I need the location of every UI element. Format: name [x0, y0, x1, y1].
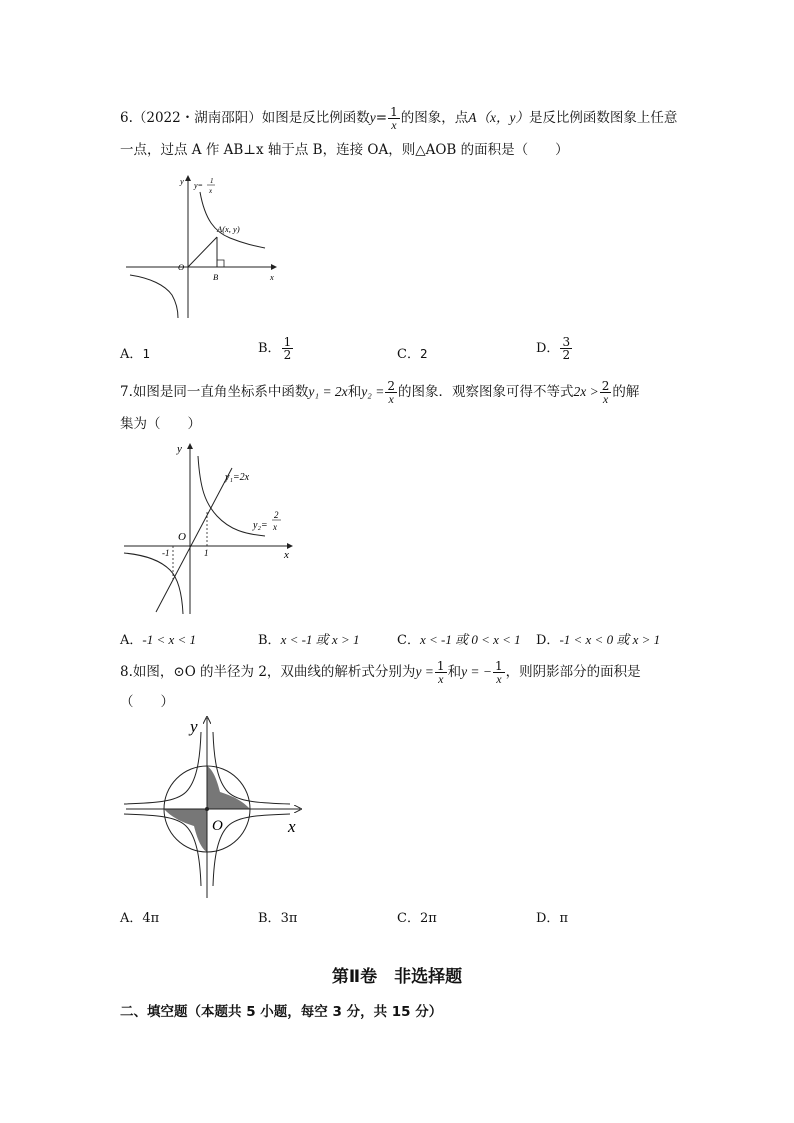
q6-origin-label: O	[178, 262, 185, 272]
q8-shade-q1	[207, 766, 250, 809]
q8-f1: y =	[415, 664, 434, 679]
q8-f2: y = −	[461, 664, 493, 679]
q7-line-y1	[156, 468, 232, 612]
q6-option-d-letter: D．	[536, 341, 560, 356]
q6-option-b[interactable]	[258, 336, 294, 361]
q6-point: A	[468, 110, 477, 125]
q8-fraction-1	[435, 660, 447, 685]
q6-curve-q1	[200, 192, 265, 248]
q8-option-a-text: 4π	[142, 911, 160, 926]
q6-func-label: y=	[194, 181, 203, 190]
q7-ineq-left: 2x >	[573, 384, 599, 399]
q7-frac-num: 2	[387, 379, 395, 393]
q6-func-y: y	[369, 110, 376, 125]
q7-option-a[interactable]	[120, 629, 196, 648]
q8-option-d[interactable]	[536, 907, 568, 926]
q7-option-d-letter: D．	[536, 633, 560, 648]
q7-option-d-text: -1 < x < 0 或 x > 1	[559, 632, 661, 647]
q6-option-d-fraction	[560, 336, 572, 361]
q7-curve-label: y₂=	[253, 520, 268, 531]
q8-frac2-den: x	[496, 672, 502, 686]
q6-b-label: B	[213, 272, 219, 282]
q8-option-b-letter: B．	[258, 911, 281, 926]
q7-y2: y₂ =	[361, 384, 385, 399]
q8-frac1-num: 1	[436, 659, 445, 673]
q8-y-label: y	[190, 717, 198, 736]
q8-text-a: 8.如图，⊙O 的半径为 2，双曲线的解析式分别为	[120, 664, 416, 680]
q8-option-a-letter: A．	[120, 911, 143, 926]
q7-option-a-text: -1 < x < 1	[142, 632, 197, 647]
q6-text-c: 是反比例函数图象上任意	[528, 110, 678, 126]
q7-option-c-letter: C．	[397, 633, 420, 648]
q7-option-b-text: x < -1 或 x > 1	[280, 632, 360, 647]
q7-line-label: y₁=2x	[225, 472, 250, 483]
q8-curve-q2	[124, 732, 201, 804]
q8-origin-label: O	[212, 818, 223, 834]
q8-curve-q3	[124, 814, 201, 886]
q6-line1	[120, 106, 677, 131]
q7-ineq-frac-den: x	[602, 392, 609, 406]
q7-origin-label: O	[178, 531, 186, 543]
q6-option-b-letter: B．	[258, 341, 281, 356]
q6-option-d-num: 3	[562, 335, 571, 349]
q8-line2: （ ）	[120, 694, 174, 710]
q6-curve-q3	[130, 275, 178, 318]
q6-frac-den: x	[391, 118, 397, 132]
q6-line2: 一点，过点 A 作 AB⊥x 轴于点 B，连接 OA，则△AOB 的面积是（ ）	[120, 142, 569, 158]
q7-frac-den: x	[388, 392, 394, 406]
q7-x-label: x	[284, 549, 289, 561]
q8-option-c-text: 2π	[419, 911, 437, 926]
q6-point-label: A(x, y)	[217, 224, 240, 234]
q6-graph	[120, 170, 285, 320]
q7-option-b[interactable]	[258, 629, 359, 648]
q6-option-d[interactable]	[536, 336, 573, 361]
q7-neg1-label: -1	[162, 548, 170, 558]
q8-curve-q1	[213, 732, 290, 804]
q8-option-d-letter: D．	[536, 911, 560, 926]
q6-graph-frac-den: x	[209, 187, 213, 195]
q8-line1	[120, 660, 641, 685]
q7-line1	[120, 380, 639, 405]
q6-right-angle-mark	[217, 260, 224, 267]
q8-option-c-letter: C．	[397, 911, 420, 926]
q6-option-c[interactable]	[397, 343, 427, 362]
q6-option-b-num: 1	[283, 335, 292, 349]
q6-option-d-den: 2	[562, 348, 571, 362]
q6-frac-num: 1	[390, 105, 398, 119]
q8-shade-q3	[164, 809, 207, 852]
q6-fraction	[388, 106, 400, 131]
q6-segment-oa	[188, 237, 217, 267]
q8-fraction-2	[493, 660, 505, 685]
q6-text-b: 的图象，点	[400, 110, 469, 126]
q6-graph-frac-num: 1	[210, 177, 214, 185]
q6-eq: =	[375, 110, 388, 126]
q8-option-a[interactable]	[120, 907, 159, 926]
q6-option-a[interactable]	[120, 343, 150, 362]
q7-line2: 集为（ ）	[120, 416, 201, 432]
q8-option-b-text: 3π	[280, 911, 298, 926]
q8-and: 和	[447, 664, 462, 680]
q6-text-a: 6.（2022・湖南邵阳）如图是反比例函数	[120, 110, 370, 126]
q6-coords: （x，y）	[476, 110, 529, 125]
q7-option-a-letter: A．	[120, 633, 143, 648]
q6-x-label: x	[270, 272, 274, 282]
q8-option-d-text: π	[559, 911, 568, 926]
q7-graph	[120, 438, 305, 618]
q8-option-c[interactable]	[397, 907, 437, 926]
q7-y1: y₁ = 2x	[308, 384, 348, 399]
q7-option-c[interactable]	[397, 629, 521, 648]
q8-option-b[interactable]	[258, 907, 297, 926]
q7-text-a: 7.如图是同一直角坐标系中函数	[120, 384, 309, 400]
q7-option-d[interactable]	[536, 629, 660, 648]
q8-frac2-num: 1	[495, 659, 503, 673]
q6-option-c-letter: C．	[397, 347, 420, 362]
q7-graph-frac-num: 2	[274, 510, 279, 520]
q6-option-c-text: 2	[419, 346, 428, 361]
q8-frac1-den: x	[438, 672, 444, 686]
section-subtitle: 二、填空题（本题共 5 小题，每空 3 分，共 15 分）	[120, 1004, 443, 1020]
q7-option-b-letter: B．	[258, 633, 281, 648]
q6-option-b-den: 2	[283, 348, 292, 362]
q8-text-b: ，则阴影部分的面积是	[505, 664, 641, 680]
q6-option-a-text: 1	[142, 346, 150, 361]
section-title: 第Ⅱ卷 非选择题	[331, 967, 463, 987]
q7-curve-q3	[124, 553, 183, 614]
q7-text-b: 的图象．观察图象可得不等式	[398, 384, 574, 400]
q6-option-a-letter: A．	[120, 347, 143, 362]
q7-graph-frac-den: x	[273, 522, 277, 532]
q6-option-b-fraction	[282, 336, 294, 361]
q8-curve-q4	[213, 814, 290, 886]
q6-y-label: y	[180, 176, 184, 186]
q7-ineq-fraction	[600, 380, 612, 405]
q7-one-label: 1	[204, 548, 209, 558]
q8-x-label: x	[288, 817, 296, 836]
q7-and: 和	[347, 384, 362, 400]
q7-option-c-text: x < -1 或 0 < x < 1	[419, 632, 521, 647]
q7-text-c: 的解	[612, 384, 640, 400]
q7-y-label: y	[177, 443, 182, 455]
q8-graph	[120, 712, 315, 902]
q7-fraction	[385, 380, 397, 405]
q7-ineq-frac-num: 2	[601, 379, 610, 393]
q8-center-dot	[205, 807, 209, 811]
